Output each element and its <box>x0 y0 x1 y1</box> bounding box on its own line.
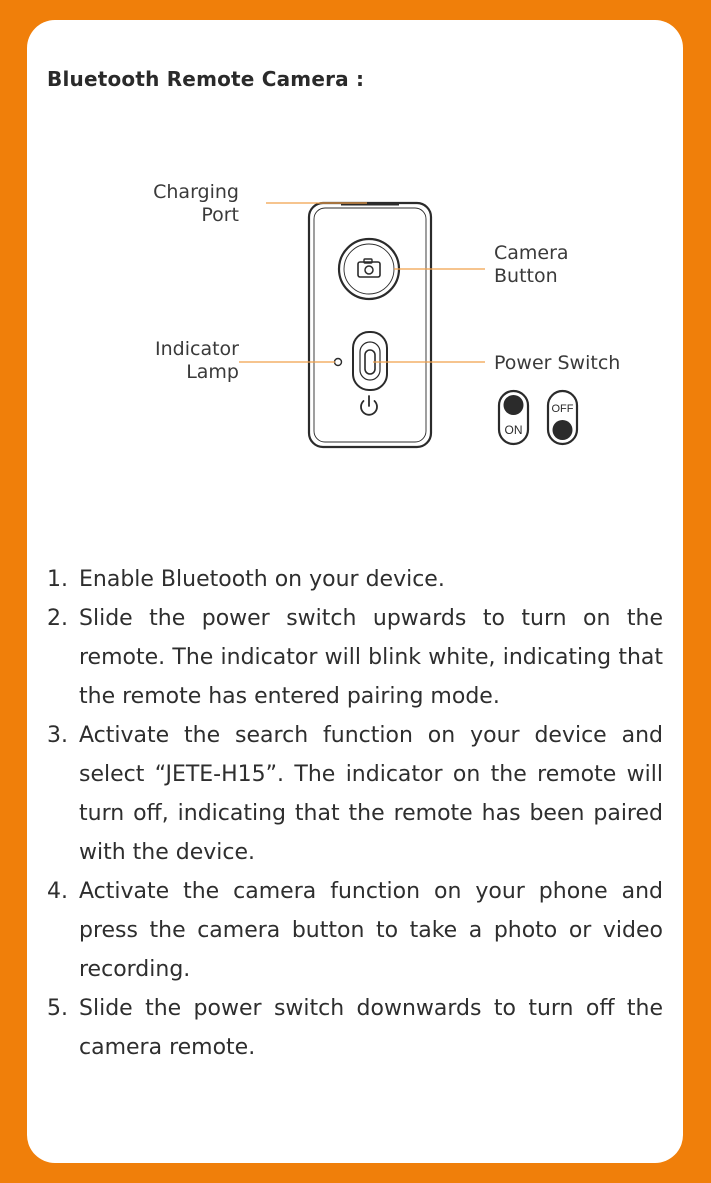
step-number: 3. <box>47 723 68 748</box>
page-title: Bluetooth Remote Camera : <box>47 67 365 91</box>
camera-button-label-line2: Button <box>494 265 558 287</box>
step-text: Activate the search function on your device and select “JETE-H15”. The indicator on the remote will turn off, indicating that the remote has been paired with the device. <box>79 723 663 865</box>
step-item <box>47 560 663 599</box>
step-text: Slide the power switch upwards to turn on the remote. The indicator will blink white, indicating that the remote has entered pairing mode. <box>79 606 663 709</box>
indicator-lamp-label <box>125 338 239 384</box>
step-number: 5. <box>47 996 68 1021</box>
instruction-card <box>27 20 683 1163</box>
step-item <box>47 599 663 716</box>
camera-button <box>339 239 399 299</box>
switch-off-label: OFF <box>551 403 574 415</box>
step-item <box>47 716 663 872</box>
switch-off-icon <box>548 391 577 444</box>
indicator-lamp-label-line2: Lamp <box>186 361 239 383</box>
charging-port-label-line2: Port <box>201 204 239 226</box>
step-number: 1. <box>47 567 68 592</box>
step-item <box>47 872 663 989</box>
switch-on-label: ON <box>504 423 523 437</box>
power-switch <box>353 332 387 390</box>
instruction-steps <box>47 560 663 1067</box>
charging-port-label-line1: Charging <box>153 181 239 203</box>
step-item <box>47 989 663 1067</box>
indicator-lamp-label-line1: Indicator <box>155 338 239 360</box>
camera-button-label-line1: Camera <box>494 242 569 264</box>
remote-illustration <box>27 20 683 490</box>
charging-port-label <box>125 181 239 227</box>
step-text: Activate the camera function on your phone and press the camera button to take a photo or video recording. <box>79 879 663 982</box>
step-text: Slide the power switch downwards to turn off the camera remote. <box>79 996 663 1060</box>
remote-diagram <box>27 20 683 490</box>
power-switch-label: Power Switch <box>494 352 621 374</box>
step-number: 2. <box>47 606 68 631</box>
step-text: Enable Bluetooth on your device. <box>79 567 445 592</box>
step-number: 4. <box>47 879 68 904</box>
indicator-lamp <box>335 359 342 366</box>
camera-button-label <box>494 242 569 288</box>
